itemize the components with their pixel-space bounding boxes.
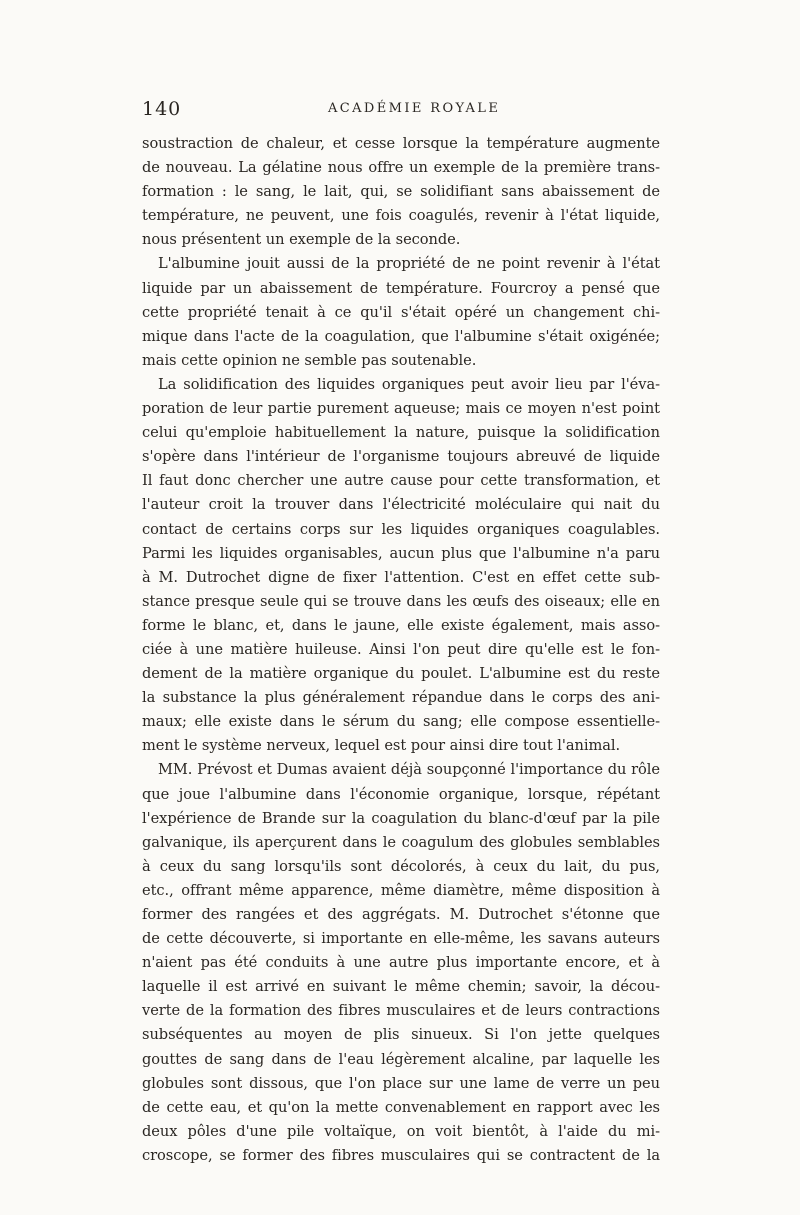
text-line: cette propriété tenait à ce qu'il s'était opéré un changement chi- bbox=[142, 303, 660, 321]
text-line: l'auteur croit la trouver dans l'électricité moléculaire qui nait du bbox=[142, 496, 660, 514]
text-line: subséquentes au moyen de plis sinueux. Si l'on jette quelques bbox=[142, 1026, 660, 1044]
text-line: nous présentent un exemple de la seconde. bbox=[142, 231, 461, 249]
text-line: globules sont dissous, que l'on place sur une lame de verre un peu bbox=[142, 1074, 660, 1092]
text-line: de nouveau. La gélatine nous offre un exemple de la première trans- bbox=[142, 159, 660, 177]
body-text bbox=[142, 132, 660, 1168]
page-number: 140 bbox=[142, 98, 182, 120]
text-line: gouttes de sang dans de l'eau légèrement alcaline, par laquelle les bbox=[142, 1050, 660, 1068]
text-line: de cette eau, et qu'on la mette convenablement en rapport avec les bbox=[142, 1098, 660, 1116]
paragraph-1 bbox=[142, 132, 660, 252]
text-line: Il faut donc chercher une autre cause pour cette transformation, et bbox=[142, 472, 660, 490]
text-line: croscope, se former des fibres musculaires qui se contractent de la bbox=[142, 1146, 660, 1164]
book-page bbox=[142, 98, 660, 1168]
text-line: que joue l'albumine dans l'économie organique, lorsque, répétant bbox=[142, 785, 660, 803]
text-line: forme le blanc, et, dans le jaune, elle existe également, mais asso- bbox=[142, 616, 660, 634]
text-line: La solidification des liquides organiques peut avoir lieu par l'éva- bbox=[158, 375, 660, 393]
text-line: Parmi les liquides organisables, aucun plus que l'albumine n'a paru bbox=[142, 544, 660, 562]
text-line: deux pôles d'une pile voltaïque, on voit bientôt, à l'aide du mi- bbox=[142, 1122, 660, 1140]
text-line: mais cette opinion ne semble pas soutenable. bbox=[142, 351, 477, 369]
text-line: s'opère dans l'intérieur de l'organisme toujours abreuvé de liquide bbox=[142, 448, 660, 466]
text-line: contact de certains corps sur les liquides organiques coagulables. bbox=[142, 520, 660, 538]
text-line: stance presque seule qui se trouve dans les œufs des oiseaux; elle en bbox=[142, 592, 660, 610]
text-line: température, ne peuvent, une fois coagulés, revenir à l'état liquide, bbox=[142, 207, 660, 225]
paragraph-4 bbox=[142, 758, 660, 1168]
running-head: ACADÉMIE ROYALE bbox=[328, 101, 501, 116]
text-line: formation : le sang, le lait, qui, se solidifiant sans abaissement de bbox=[142, 183, 660, 201]
text-line: laquelle il est arrivé en suivant le même chemin; savoir, la décou- bbox=[142, 978, 660, 996]
text-line: etc., offrant même apparence, même diamètre, même disposition à bbox=[142, 881, 660, 899]
text-line: la substance la plus généralement répandue dans le corps des ani- bbox=[142, 689, 660, 707]
text-line: ciée à une matière huileuse. Ainsi l'on peut dire qu'elle est le fon- bbox=[142, 640, 660, 658]
text-line: verte de la formation des fibres musculaires et de leurs contractions bbox=[142, 1002, 660, 1020]
text-line: ment le système nerveux, lequel est pour ainsi dire tout l'animal. bbox=[142, 737, 621, 755]
page-header bbox=[142, 98, 660, 122]
text-line: dement de la matière organique du poulet. L'albumine est du reste bbox=[142, 665, 660, 683]
text-line: liquide par un abaissement de température. Fourcroy a pensé que bbox=[142, 279, 660, 297]
paragraph-2 bbox=[142, 252, 660, 372]
text-line: mique dans l'acte de la coagulation, que l'albumine s'était oxigénée; bbox=[142, 327, 660, 345]
text-line: à ceux du sang lorsqu'ils sont décolorés, à ceux du lait, du pus, bbox=[142, 857, 660, 875]
text-line: à M. Dutrochet digne de fixer l'attention. C'est en effet cette sub- bbox=[142, 568, 660, 586]
text-line: maux; elle existe dans le sérum du sang; elle compose essentielle- bbox=[142, 713, 660, 731]
text-line: soustraction de chaleur, et cesse lorsque la température augmente bbox=[142, 135, 660, 152]
text-line: n'aient pas été conduits à une autre plus importante encore, et à bbox=[142, 954, 660, 972]
text-line: poration de leur partie purement aqueuse; mais ce moyen n'est point bbox=[142, 400, 660, 418]
paragraph-3 bbox=[142, 373, 660, 759]
text-line: L'albumine jouit aussi de la propriété de ne point revenir à l'état bbox=[158, 255, 660, 273]
text-line: l'expérience de Brande sur la coagulation du blanc-d'œuf par la pile bbox=[142, 809, 660, 827]
text-line: former des rangées et des aggrégats. M. Dutrochet s'étonne que bbox=[142, 906, 660, 923]
text-line: de cette découverte, si importante en elle-même, les savans auteurs bbox=[142, 930, 660, 948]
text-line: MM. Prévost et Dumas avaient déjà soupçonné l'importance du rôle bbox=[158, 761, 660, 779]
text-line: celui qu'emploie habituellement la nature, puisque la solidification bbox=[142, 424, 660, 442]
text-line: galvanique, ils aperçurent dans le coagulum des globules semblables bbox=[142, 833, 660, 851]
